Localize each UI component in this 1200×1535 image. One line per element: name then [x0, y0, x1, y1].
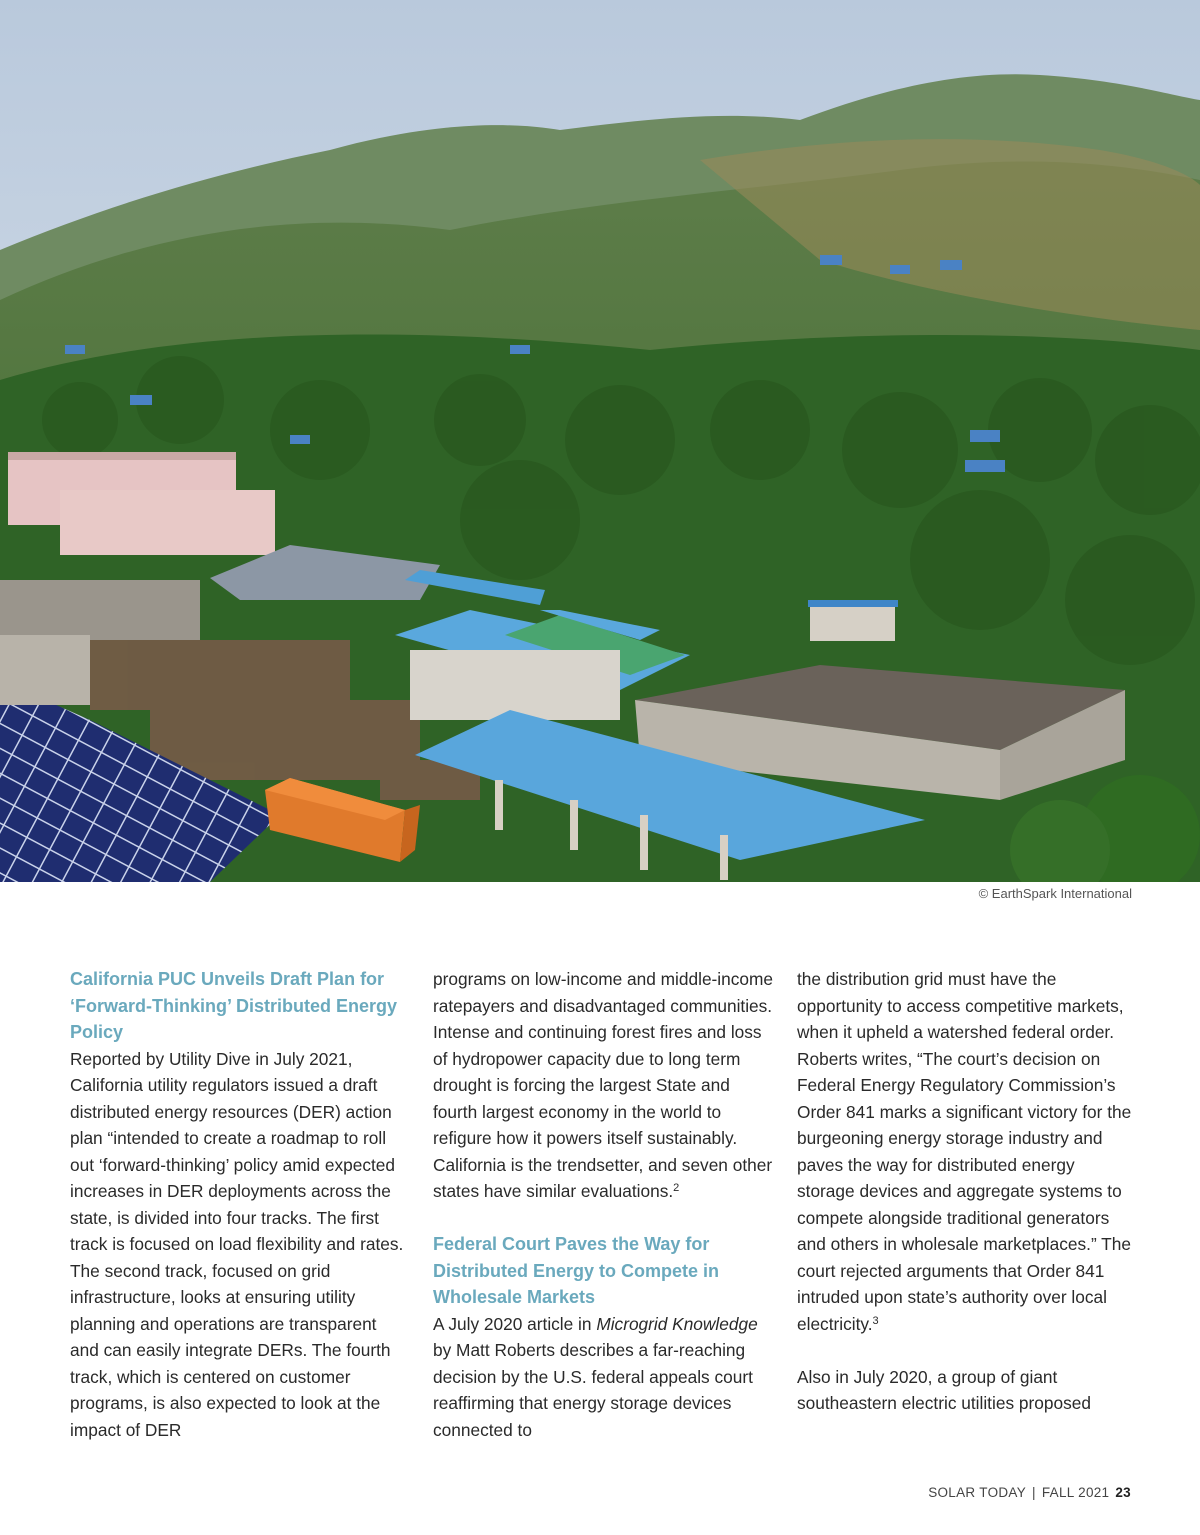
footnote-ref-3: 3 [872, 1314, 879, 1327]
column-2 [433, 966, 778, 1443]
article-body-southeastern-utilities: Also in July 2020, a group of giant southeastern electric utilities proposed [797, 1366, 1091, 1413]
photo-credit: © EarthSpark International [978, 886, 1132, 901]
column-3 [797, 966, 1137, 1417]
article-body-text: by Matt Roberts describes a far-reaching decision by the U.S. federal appeals court reaffirming that energy storage devices connected to [433, 1340, 753, 1440]
page-footer [928, 1485, 1131, 1500]
article-body-federal-court-part1 [433, 1311, 778, 1444]
column-1 [70, 966, 410, 1443]
footnote-ref-2: 2 [673, 1182, 680, 1194]
article-body-cpuc-part2 [433, 966, 778, 1205]
issue-label: FALL 2021 [1041, 1485, 1110, 1500]
magazine-name: SOLAR TODAY [928, 1485, 1027, 1500]
page-number: 23 [1115, 1485, 1131, 1500]
article-body-cpuc-text: programs on low-income and middle-income ratepayers and disadvantaged communities. Intense and continuing forest fires and loss of hydropower capacity due to long term drought is forcing the largest State and fourth largest economy in the world to refigure how it powers itself sustainably. California is the trendsetter, and seven other states have similar evaluations. [433, 969, 774, 1201]
wall [0, 635, 90, 705]
article-body-federal-court-part2 [797, 966, 1137, 1337]
article-heading-cpuc: California PUC Unveils Draft Plan for ‘Forward-Thinking’ Distributed Energy Policy [70, 969, 398, 1042]
footer-separator: | [1032, 1485, 1036, 1500]
article-heading-federal-court: Federal Court Paves the Way for Distributed Energy to Compete in Wholesale Markets [433, 1234, 720, 1307]
article-body-federal-court-text: the distribution grid must have the opportunity to access competitive markets, when it upheld a watershed federal order. Roberts writes, “The court’s decision on Federal Energy Regulatory Commission’s Order 841 marks a significant victory for the burgeoning energy storage industry and paves the way for distributed energy storage devices and aggregate systems to compete alongside traditional generators and others in wholesale marketplaces.” The court rejected arguments that Order 841 intruded upon state’s authority over local electricity. [797, 969, 1132, 1334]
article-intro: A July 2020 article in [433, 1313, 597, 1334]
article-body-cpuc-part1: Reported by Utility Dive in July 2021, California utility regulators issued a draft distributed energy resources (DER) action plan “intended to create a roadmap to roll out ‘forward-thinking’ policy amid expected increases in DER deployments across the state, is divided into four tracks. The first track is focused on load flexibility and rates. The second track, focused on grid infrastructure, looks at ensuring utility planning and operations are transparent and can easily integrate DERs. The fourth track, which is centered on customer programs, is also expected to look at the impact of DER [70, 1048, 404, 1440]
publication-name: Microgrid Knowledge [596, 1313, 758, 1334]
